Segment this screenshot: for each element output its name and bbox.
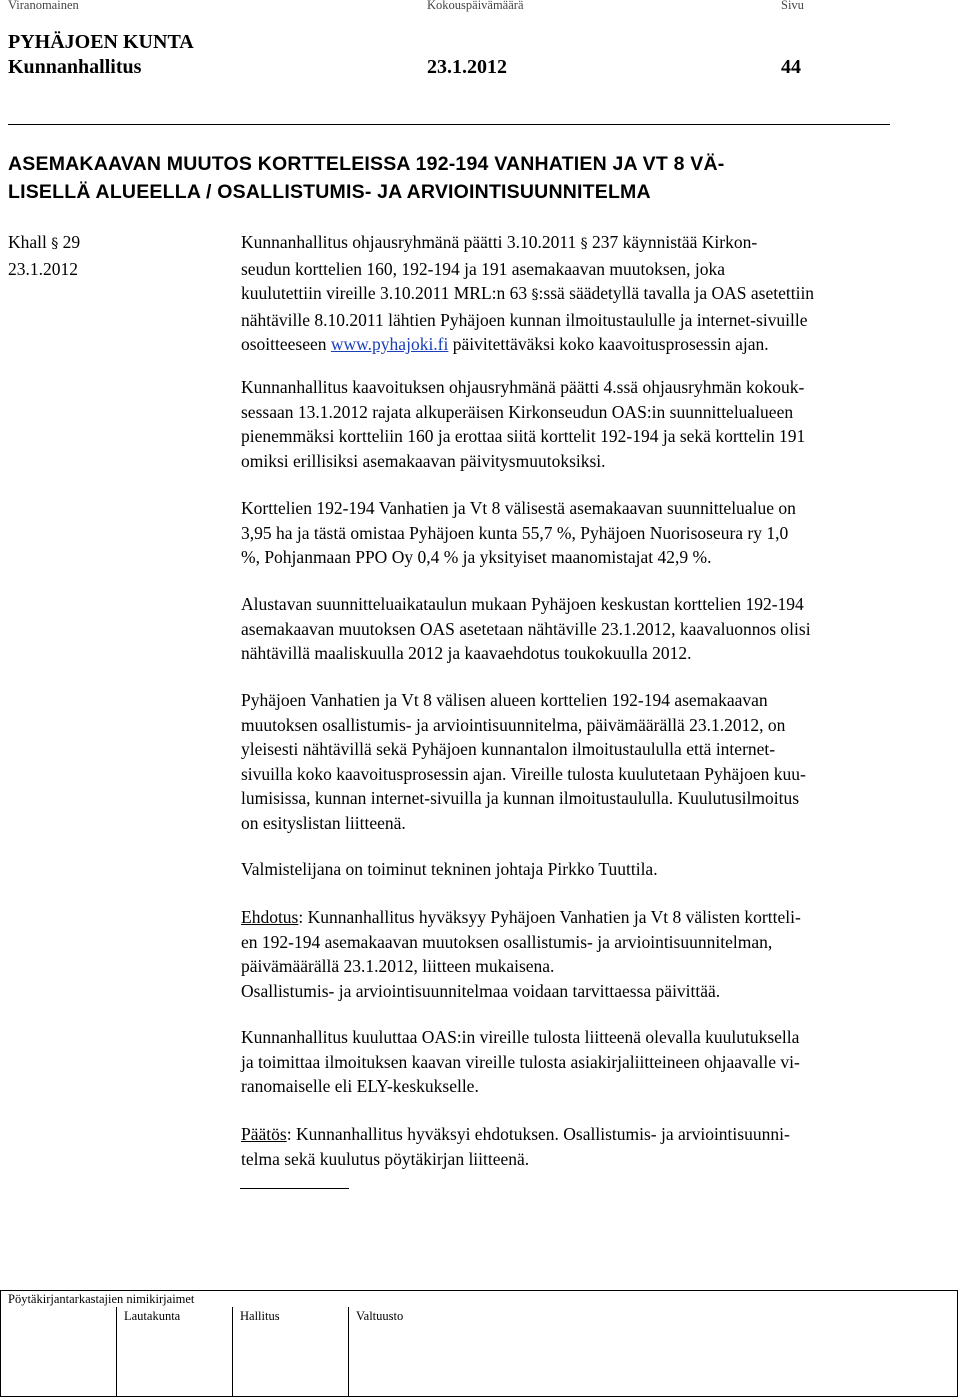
decision-line-2: telma sekä kuulutus pöytäkirjan liitteenä. [241, 1148, 530, 1169]
p1-text-b: 237 käynnistää Kirkon- [591, 232, 758, 252]
p1-text-a: Kunnanhallitus ohjausryhmänä päätti 3.10.2011 [241, 232, 577, 252]
text-line: on esityslistan liitteenä. [241, 812, 406, 833]
footer-col-council: Valtuusto [356, 1309, 404, 1323]
p1-line-5-b: päivitettäväksi koko kaavoitusprosessin ajan. [452, 334, 769, 354]
end-divider [240, 1188, 349, 1189]
footer-col-board: Lautakunta [124, 1309, 181, 1323]
p1-line-3-b: :ssä säädetyllä tavalla ja OAS asetettiin [538, 283, 815, 303]
header-col-meeting-date: Kokouspäivämäärä [427, 0, 524, 12]
text-line: asemakaavan muutoksen OAS asetetaan nähtäville 23.1.2012, kaavaluonnos olisi [241, 618, 811, 639]
text-line: lumisissa, kunnan internet-sivuilla ja kunnan ilmoitustaululla. Kuulutusilmoitus [241, 788, 800, 808]
page-number: 44 [781, 56, 801, 78]
paragraph-decision [241, 1122, 906, 1171]
footer-title: Pöytäkirjantarkastajien nimikirjaimet [8, 1292, 195, 1306]
footer-signature-box [0, 1290, 958, 1397]
decision-line-1: : Kunnanhallitus hyväksyi ehdotuksen. Osallistumis- ja arviointisuunni- [286, 1124, 790, 1144]
paragraph-proposal [241, 905, 906, 1003]
text-line: Alustavan suunnitteluaikataulun mukaan Pyhäjoen keskustan korttelien 192-194 [241, 594, 804, 614]
website-link[interactable]: www.pyhajoki.fi [330, 334, 449, 354]
p1-line-5-a: osoitteeseen [241, 334, 327, 354]
header-col-page: Sivu [781, 0, 804, 12]
p1-line-2: seudun korttelien 160, 192-194 ja 191 asemakaavan muutoksen, joka [241, 258, 726, 279]
text-line: Pyhäjoen Vanhatien ja Vt 8 välisen alueen korttelien 192-194 asemakaavan [241, 690, 768, 710]
governing-body: Kunnanhallitus [8, 56, 142, 78]
reference-date: 23.1.2012 [8, 258, 78, 279]
decision-label: Päätös [241, 1124, 287, 1144]
text-line: %, Pohjanmaan PPO Oy 0,4 % ja yksityiset maanomistajat 42,9 %. [241, 547, 712, 567]
proposal-line-2: en 192-194 asemakaavan muutoksen osallistumis- ja arviointisuunnitelman, [241, 931, 773, 952]
proposal-line-4: Osallistumis- ja arviointisuunnitelmaa voidaan tarvittaessa päivittää. [241, 980, 721, 1001]
p1-line-3-a: kuulutettiin vireille 3.10.2011 MRL:n 63 [241, 283, 528, 303]
document-title [8, 150, 724, 206]
header-divider [8, 124, 890, 125]
footer-divider [232, 1307, 233, 1397]
text-line: ja toimittaa ilmoituksen kaavan vireille tulosta asiakirjaliitteineen ohjaavalle vi- [241, 1051, 800, 1072]
text-line: sessaan 13.1.2012 rajata alkuperäisen Kirkonseudun OAS:in suunnittelualueen [241, 401, 794, 422]
text-line: sivuilla koko kaavoitusprosessin ajan. Vireille tulosta kuulutetaan Pyhäjoen kuu- [241, 763, 806, 784]
paragraph-steering-decision [241, 375, 906, 473]
paragraph-public-display [241, 688, 906, 835]
paragraph-schedule [241, 592, 906, 666]
organization-name: PYHÄJOEN KUNTA [8, 31, 194, 53]
section-sign-icon: § [580, 236, 588, 252]
paragraph-background [241, 230, 906, 357]
section-reference [8, 230, 80, 281]
text-line: omiksi erillisiksi asemakaavan päivitysmuutoksiksi. [241, 450, 606, 471]
p1-line-4: nähtäville 8.10.2011 lähtien Pyhäjoen kunnan ilmoitustaululle ja internet-sivuille [241, 309, 808, 330]
paragraph-ownership [241, 496, 906, 570]
proposal-line-1: : Kunnanhallitus hyväksyy Pyhäjoen Vanhatien ja Vt 8 välisten kortteli- [298, 907, 801, 927]
text-line: ranomaiselle eli ELY-keskukselle. [241, 1076, 479, 1096]
footer-divider [116, 1307, 117, 1397]
text-line: Korttelien 192-194 Vanhatien ja Vt 8 välisestä asemakaavan suunnittelualue on [241, 498, 796, 518]
reference-khall: Khall [8, 232, 47, 252]
text-line: pienemmäksi kortteliin 160 ja erottaa siitä korttelit 192-194 ja sekä korttelin 191 [241, 426, 806, 446]
text-line: yleisesti nähtävillä sekä Pyhäjoen kunnantalon ilmoitustaululla että internet- [241, 739, 776, 759]
footer-col-government: Hallitus [240, 1309, 280, 1323]
meeting-date: 23.1.2012 [427, 56, 507, 78]
proposal-label: Ehdotus [241, 907, 299, 927]
title-line-2: LISELLÄ ALUEELLA / OSALLISTUMIS- JA ARVIOINTISUUNNITELMA [8, 181, 651, 203]
text-line: Valmistelijana on toiminut tekninen johtaja Pirkko Tuuttila. [241, 859, 658, 879]
paragraph-announcement [241, 1025, 906, 1099]
footer-divider [348, 1307, 349, 1397]
text-line: 3,95 ha ja tästä omistaa Pyhäjoen kunta 55,7 %, Pyhäjoen Nuorisoseura ry 1,0 [241, 522, 789, 543]
section-sign-icon: § [51, 236, 59, 252]
section-sign-icon: § [531, 287, 539, 303]
header-col-authority: Viranomainen [8, 0, 79, 12]
text-line: muutoksen osallistumis- ja arviointisuunnitelma, päivämäärällä 23.1.2012, on [241, 714, 786, 735]
text-line: Kunnanhallitus kaavoituksen ohjausryhmänä päätti 4.ssä ohjausryhmän kokouk- [241, 377, 805, 397]
proposal-line-3: päivämäärällä 23.1.2012, liitteen mukaisena. [241, 956, 555, 976]
text-line: Kunnanhallitus kuuluttaa OAS:in vireille tulosta liitteenä olevalla kuulutuksella [241, 1027, 800, 1047]
paragraph-preparer [241, 857, 906, 882]
title-line-1: ASEMAKAAVAN MUUTOS KORTTELEISSA 192-194 VANHATIEN JA VT 8 VÄ- [8, 153, 725, 175]
text-line: nähtävillä maaliskuulla 2012 ja kaavaehdotus toukokuulla 2012. [241, 643, 692, 663]
reference-number: 29 [62, 232, 81, 252]
